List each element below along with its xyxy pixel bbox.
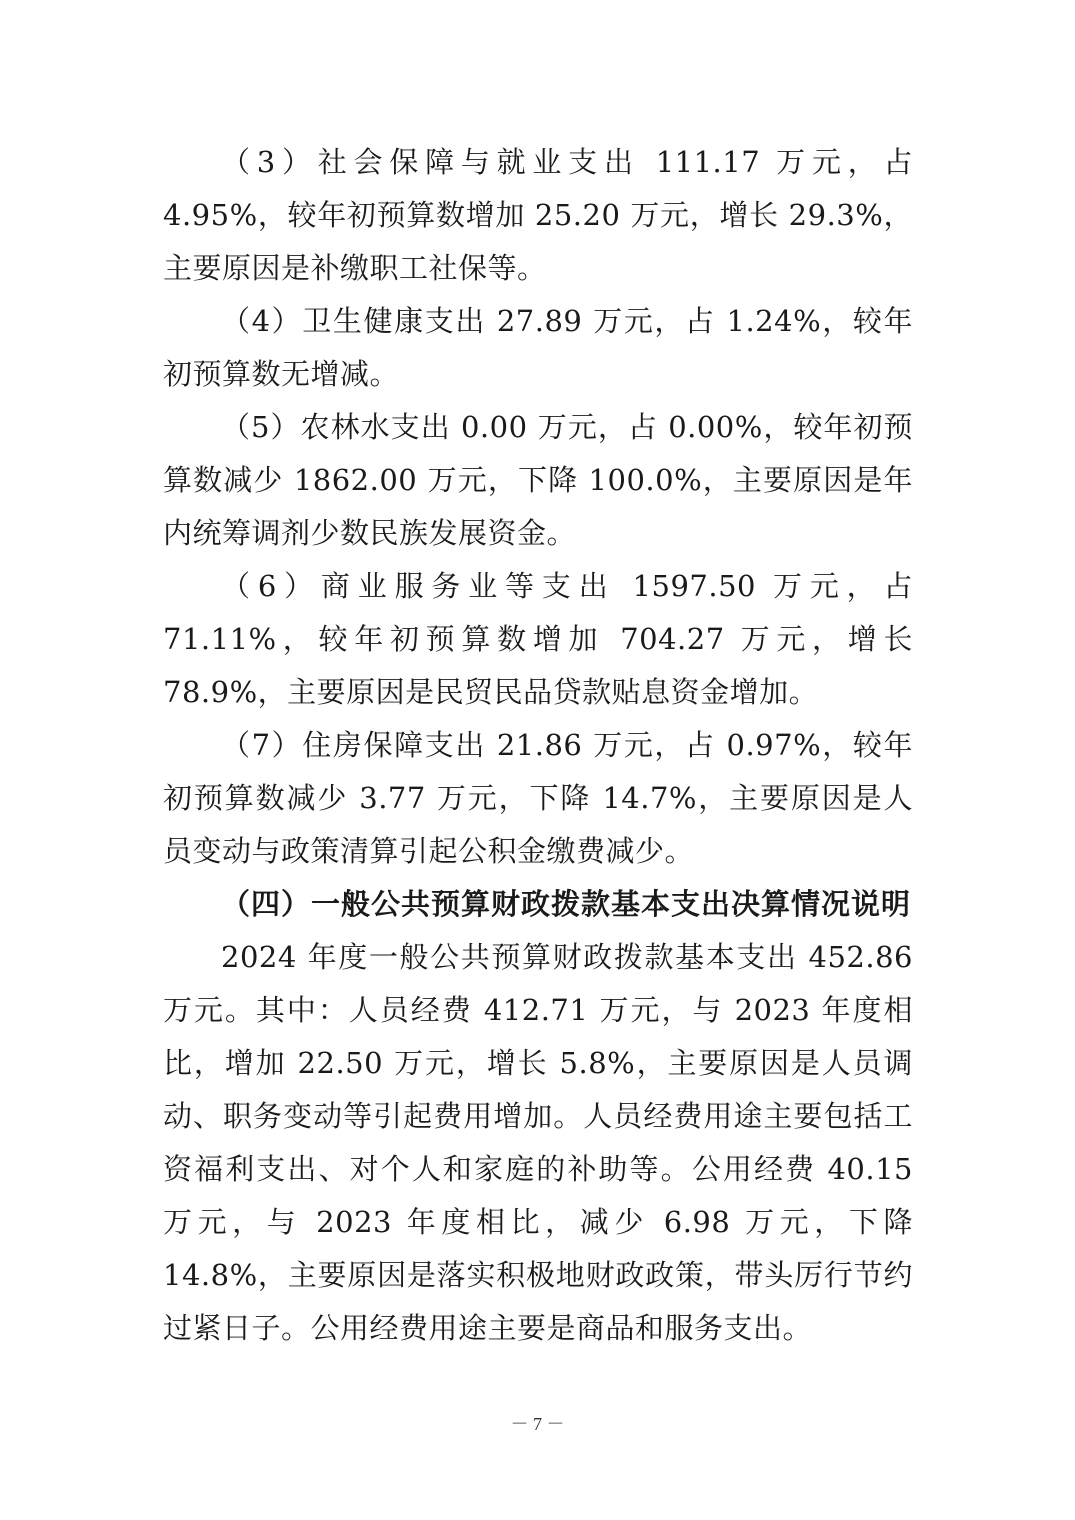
paragraph-health: （4）卫生健康支出 27.89 万元，占 1.24%，较年初预算数无增减。 (163, 304, 913, 391)
paragraph-commerce: （6）商业服务业等支出 1597.50 万元，占 71.11%，较年初预算数增加 704.27 万元，增长 78.9%，主要原因是民贸民品贷款贴息资金增加。 (163, 569, 913, 709)
paragraph-agriculture: （5）农林水支出 0.00 万元，占 0.00%，较年初预算数减少 1862.00 万元，下降 100.0%，主要原因是年内统筹调剂少数民族发展资金。 (163, 410, 913, 550)
document-body (163, 136, 913, 1355)
section-body-paragraph: 2024 年度一般公共预算财政拨款基本支出 452.86 万元。其中：人员经费 412.71 万元，与 2023 年度相比，增加 22.50 万元，增长 5.8%，主要原因是人员调动、职务变动等引起费用增加。人员经费用途主要包括工资福利支出、对个人和家庭的补助等。公用经费 40.15 万元，与 2023 年度相比，减少 6.98 万元，下降 14.8%，主要原因是落实积极地财政政策，带头厉行节约过紧日子。公用经费用途主要是商品和服务支出。 (163, 940, 913, 1345)
page-number: － 7 － (510, 1414, 565, 1434)
section-heading: （四）一般公共预算财政拨款基本支出决算情况说明 (221, 887, 912, 921)
paragraph-housing: （7）住房保障支出 21.86 万元，占 0.97%，较年初预算数减少 3.77 万元，下降 14.7%，主要原因是人员变动与政策清算引起公积金缴费减少。 (163, 728, 913, 868)
paragraph-social-security: （3）社会保障与就业支出 111.17 万元，占 4.95%，较年初预算数增加 25.20 万元，增长 29.3%，主要原因是补缴职工社保等。 (163, 145, 913, 285)
